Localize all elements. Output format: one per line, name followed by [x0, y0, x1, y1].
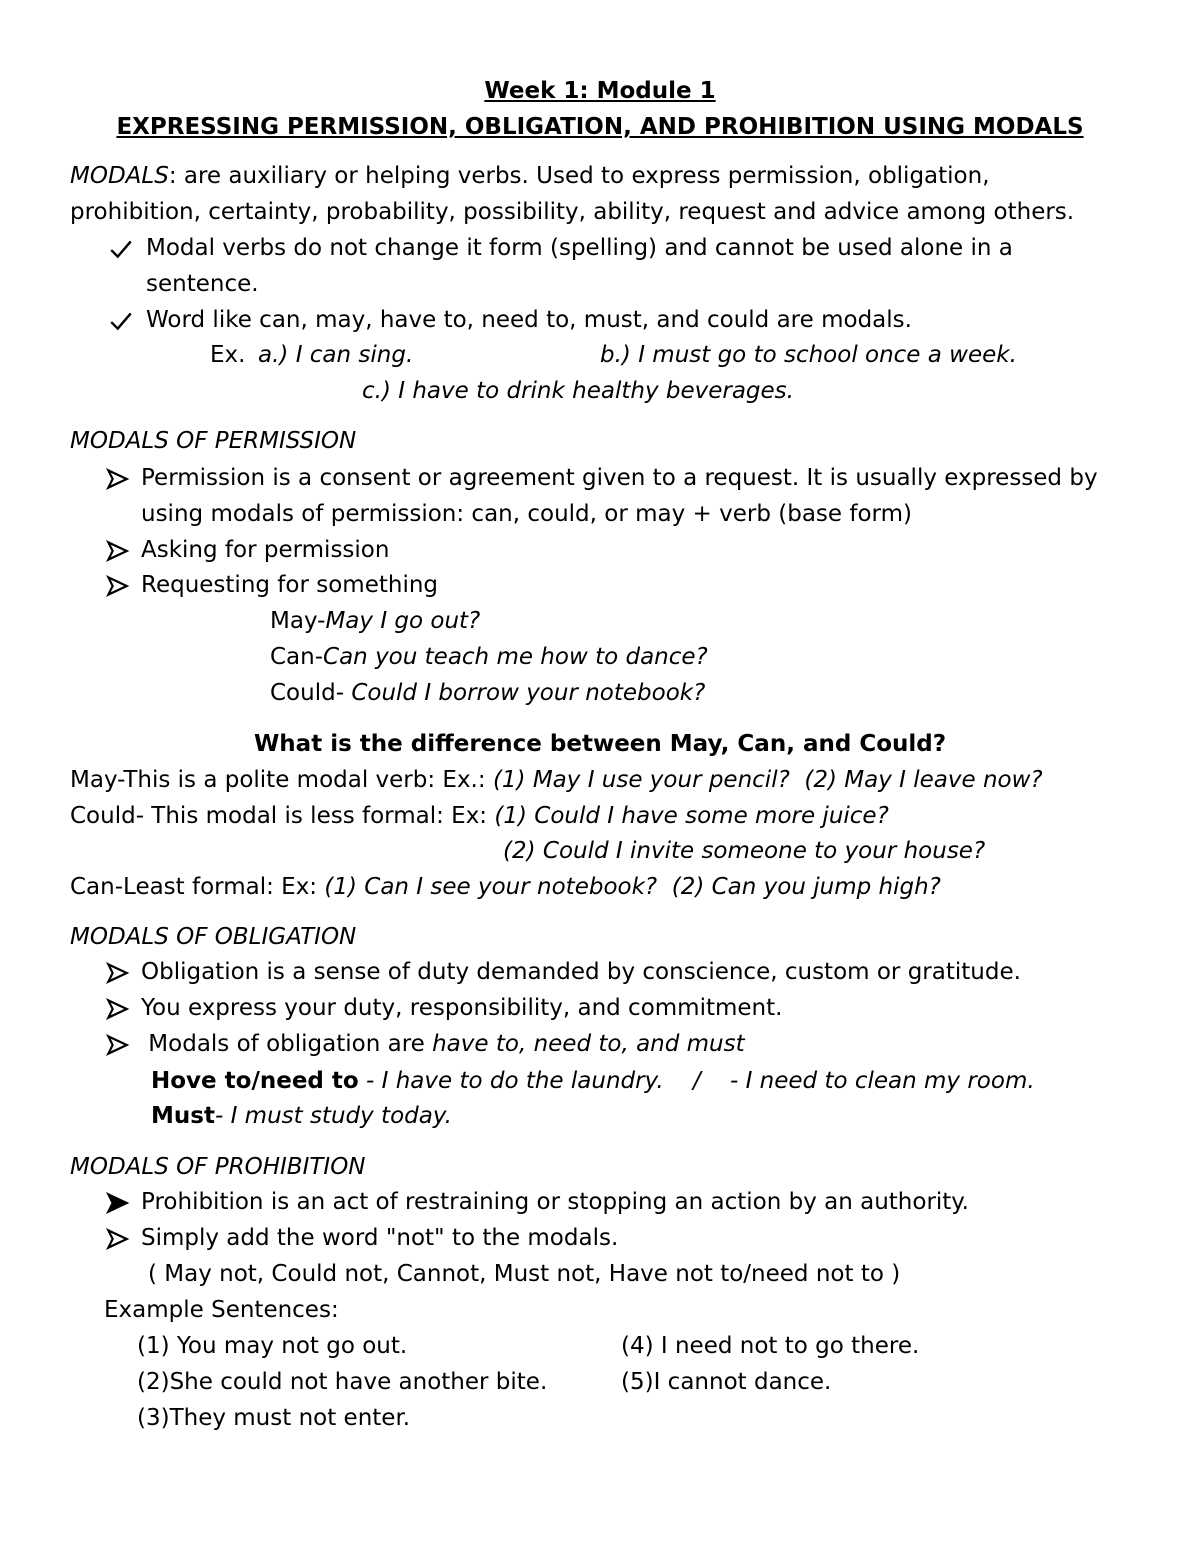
obligation-heading: MODALS OF OBLIGATION: [70, 924, 357, 950]
example-sentence: May I go out?: [325, 608, 481, 634]
modals-definition-line2: prohibition, certainty, probability, possibility, ability, request and advice among others.: [70, 199, 1075, 225]
prohibition-bullet-2: Simply add the word "not" to the modals.: [141, 1225, 619, 1251]
check-item-1-line1: Modal verbs do not change it form (spelling) and cannot be used alone in a: [146, 235, 1013, 261]
difference-example: (1) Can I see your notebook? (2) Can you jump high?: [324, 874, 941, 900]
arrow-bullet-icon: [104, 466, 130, 492]
difference-label: Can-Least formal: Ex:: [70, 874, 325, 900]
prohibition-heading: MODALS OF PROHIBITION: [70, 1154, 366, 1180]
module-title: EXPRESSING PERMISSION, OBLIGATION, AND PROHIBITION USING MODALS: [116, 114, 1084, 140]
example-modal-label: Hove to/need to: [151, 1068, 359, 1094]
prohibition-example-4: (4) I need not to go there.: [621, 1333, 920, 1359]
example-modal-label: Can-: [270, 644, 324, 670]
arrow-bullet-icon: [104, 1190, 130, 1216]
arrow-bullet-icon: [104, 538, 130, 564]
prohibition-modal-list: ( May not, Could not, Cannot, Must not, Have not to/need not to ): [148, 1261, 901, 1287]
permission-bullet-1-line2: using modals of permission: can, could, or may + verb (base form): [141, 501, 912, 527]
difference-heading: What is the difference between May, Can, and Could?: [253, 731, 947, 757]
arrow-bullet-icon: [104, 1226, 130, 1252]
difference-could-example-2: (2) Could I invite someone to your house?: [503, 838, 986, 864]
arrow-bullet-icon: [104, 996, 130, 1022]
check-item-2: Word like can, may, have to, need to, must, and could are modals.: [146, 307, 912, 333]
difference-could: [70, 801, 889, 831]
example-c: c.) I have to drink healthy beverages.: [362, 378, 794, 404]
bullet-text: Modals of obligation are: [141, 1031, 433, 1057]
prohibition-example-1: (1) You may not go out.: [137, 1333, 408, 1359]
example-b: b.) I must go to school once a week.: [600, 342, 1017, 368]
difference-label: May-This is a polite modal verb: Ex.:: [70, 767, 493, 793]
permission-bullet-1-line1: Permission is a consent or agreement given to a request. It is usually expressed by: [141, 465, 1098, 491]
difference-label: Could- This modal is less formal: Ex:: [70, 803, 495, 829]
modals-term: MODALS: [70, 163, 169, 189]
arrow-bullet-icon: [104, 1032, 130, 1058]
difference-example: (1) May I use your pencil? (2) May I leave now?: [492, 767, 1043, 793]
modals-definition-line1: [70, 161, 990, 191]
example-sentence: - I have to do the laundry. / - I need to clean my room.: [358, 1068, 1035, 1094]
obligation-bullet-2: You express your duty, responsibility, and commitment.: [141, 995, 783, 1021]
prohibition-example-3: (3)They must not enter.: [137, 1405, 411, 1431]
checkmark-icon: [108, 236, 134, 262]
example-a: a.) I can sing.: [258, 342, 414, 368]
obligation-bullet-3: [141, 1029, 745, 1059]
obligation-example-1: [151, 1066, 1035, 1096]
difference-example: (1) Could I have some more juice?: [494, 803, 889, 829]
difference-can: [70, 872, 941, 902]
page-title: Week 1: Module 1: [484, 78, 716, 104]
obligation-example-2: [151, 1101, 452, 1131]
example-modal-label: Must: [151, 1103, 215, 1129]
prohibition-bullet-1: Prohibition is an act of restraining or stopping an action by an authority.: [141, 1189, 969, 1215]
difference-may: [70, 765, 1043, 795]
prohibition-example-2: (2)She could not have another bite.: [137, 1369, 548, 1395]
permission-example-could: [270, 678, 705, 708]
permission-example-can: [270, 642, 708, 672]
permission-heading: MODALS OF PERMISSION: [70, 428, 357, 454]
example-sentence: - I must study today.: [214, 1103, 452, 1129]
obligation-bullet-1: Obligation is a sense of duty demanded by conscience, custom or gratitude.: [141, 959, 1021, 985]
prohibition-example-5: (5)I cannot dance.: [621, 1369, 832, 1395]
example-sentence: Could I borrow your notebook?: [351, 680, 706, 706]
permission-bullet-3: Requesting for something: [141, 572, 439, 598]
example-sentence: Can you teach me how to dance?: [323, 644, 708, 670]
example-label: Ex.: [210, 342, 246, 368]
permission-example-may: [270, 606, 480, 636]
bullet-italic-text: have to, need to, and must: [432, 1031, 745, 1057]
check-item-1-line2: sentence.: [146, 271, 259, 297]
checkmark-icon: [108, 308, 134, 334]
arrow-bullet-icon: [104, 960, 130, 986]
arrow-bullet-icon: [104, 573, 130, 599]
permission-bullet-2: Asking for permission: [141, 537, 390, 563]
example-sentences-label: Example Sentences:: [104, 1297, 339, 1323]
example-modal-label: Could-: [270, 680, 352, 706]
example-modal-label: May-: [270, 608, 326, 634]
modals-definition: : are auxiliary or helping verbs. Used to express permission, obligation,: [168, 163, 990, 189]
